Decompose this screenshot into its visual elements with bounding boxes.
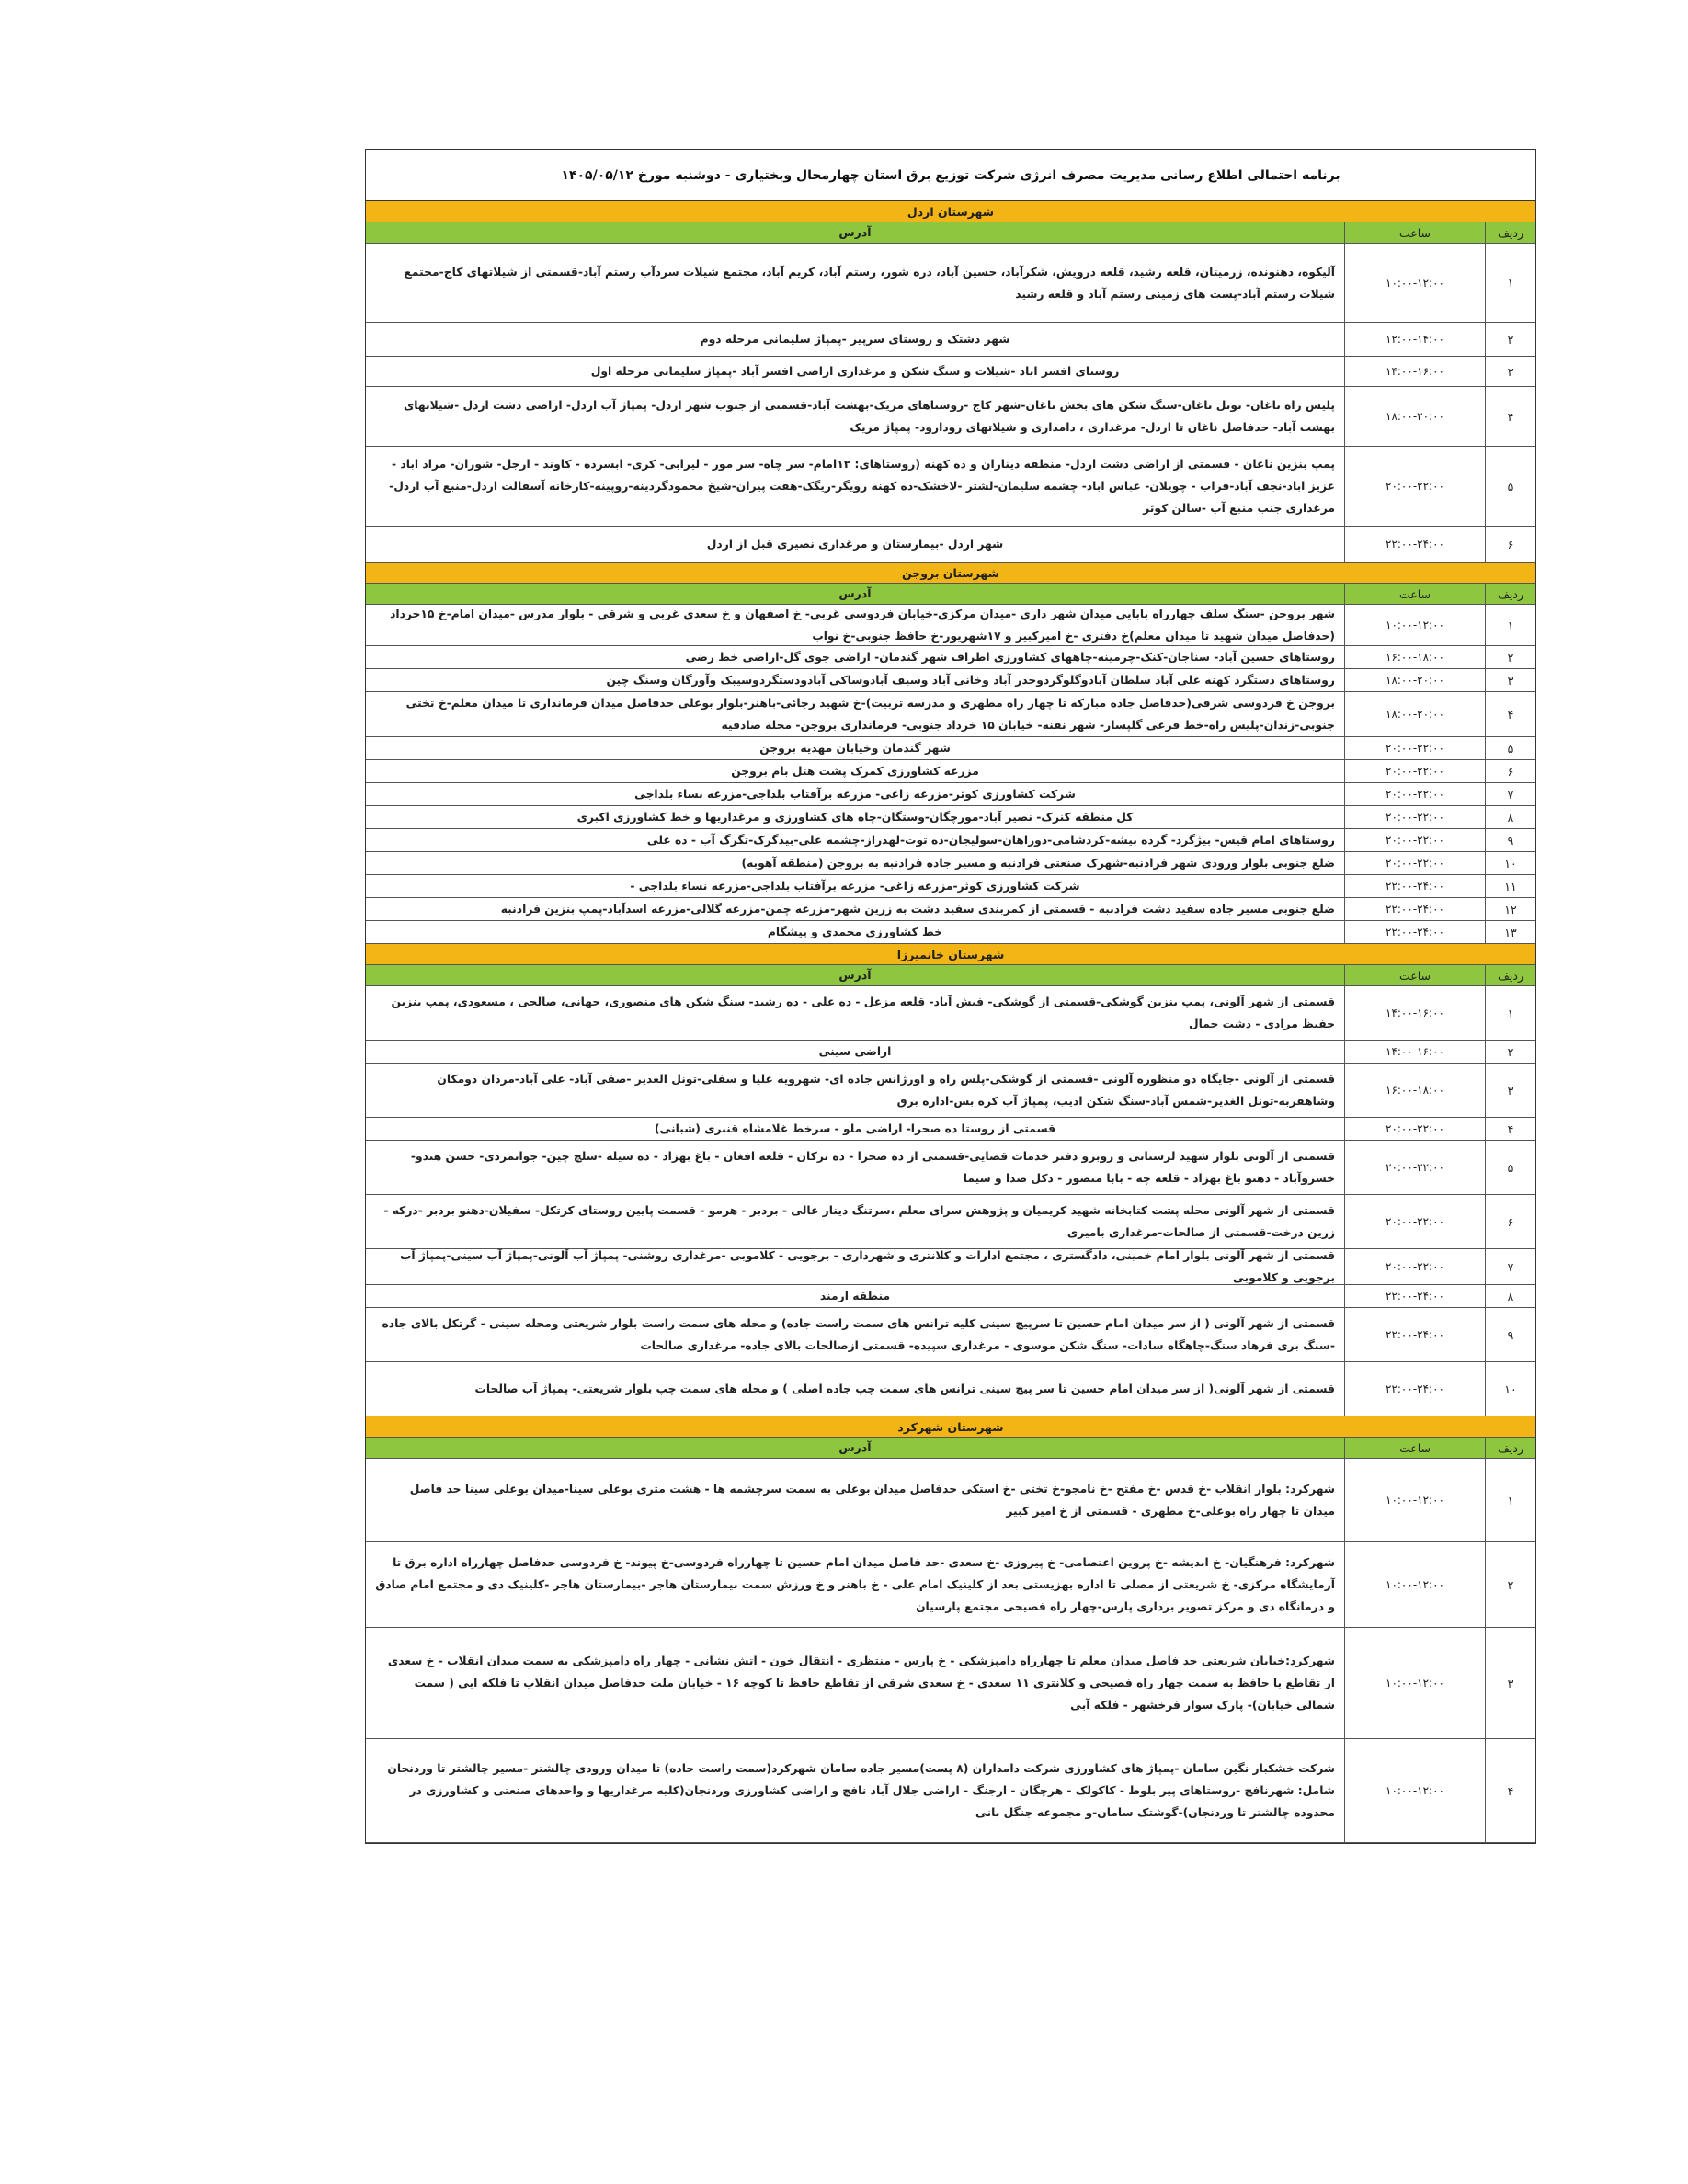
time-range: ۱۰:۰۰-۱۲:۰۰ [1344,605,1485,645]
row-number: ۶ [1485,760,1535,782]
row-number: ۲ [1485,323,1535,356]
table-row [366,323,1535,357]
time-range: ۱۰:۰۰-۱۲:۰۰ [1344,1628,1485,1738]
address-text: شهرکرد:خیابان شریعتی حد فاصل میدان معلم تا چهارراه دامپزشکی - خ پارس - منتظری - انتقال خون - اتش نشانی - چهار راه دامپزشکی به سمت میدان انقلاب - خ سعدی از تقاطع با حافظ به سمت چهار راه فصیحی و کلانتری ۱۱ سعدی - خ سعدی شرقی از تقاطع حافظ تا کوچه ۱۶ - خیابان ملت حدفاصل میدان انقلاب تا فلکه ابی ( سمت شمالی خیابان)- پارک سوار فرخشهر - فلکه آبی [387,1655,1335,1712]
row-number: ۸ [1485,1285,1535,1307]
time-range: ۲۲:۰۰-۲۴:۰۰ [1344,898,1485,920]
table-row [366,1041,1535,1064]
time-header: ساعت [1344,222,1485,243]
address-text: روستای افسر اباد -شیلات و سنگ شکن و مرغداری اراضی افسر آباد -پمپاژ سلیمانی مرحله اول [590,365,1120,378]
address-text: شرکت کشاورزی کوثر-مزرعه زاغی- مزرعه برآفتاب بلداجی-مزرعه نساء بلداجی - [630,880,1080,893]
time-range: ۱۶:۰۰-۱۸:۰۰ [1344,646,1485,668]
table-row [366,1249,1535,1285]
row-number: ۲ [1485,646,1535,668]
address-text: شهر دشتک و روستای سرپیر -پمپاژ سلیمانی مرحله دوم [700,333,1010,346]
address-text: قسمتی از روستا ده صحرا- اراضی ملو - سرخط غلامشاه قنبری (شبانی) [654,1122,1056,1135]
time-range: ۱۰:۰۰-۱۲:۰۰ [1344,244,1485,322]
row-number: ۳ [1485,1064,1535,1117]
row-header: ردیف [1485,584,1535,604]
table-row [366,852,1535,875]
table-row [366,806,1535,829]
address-text: قسمتی از شهر آلونی ( از سر میدان امام حسین تا سرپیچ سینی کلیه ترانس های سمت راست جاده) و محله های سمت راست بلوار شریعتی ومحله سینی - گرتکل بالای جاده -سنگ بری فرهاد سنگ-چاهگاه سادات- سنگ شکن موسوی - مرغداری سپیده- قسمتی ازصالحات بالای جاده- مرغداری صالحات [382,1317,1335,1352]
time-header: ساعت [1344,1438,1485,1458]
table-row [366,1308,1535,1362]
address-text: روستاهای امام قیس- بیژگرد- گرده بیشه-کردشامی-دوراهان-سولیجان-ده توت-لهدراز-چشمه علی-بیدگرک-تگرگ آب - ده علی [646,834,1335,847]
table-row [366,986,1535,1041]
row-number: ۱ [1485,605,1535,645]
column-header-row [366,965,1535,986]
row-number: ۵ [1485,447,1535,526]
row-header: ردیف [1485,222,1535,243]
table-row [366,921,1535,944]
time-range: ۱۴:۰۰-۱۶:۰۰ [1344,1041,1485,1063]
address-text: خط کشاورزی محمدی و پیشگام [767,926,943,938]
table-row [366,760,1535,783]
address-text: قسمتی از آلونی بلوار شهید لرستانی و روبرو دفتر خدمات قضایی-قسمتی از ده صحرا - ده ترکان - قلعه افغان - باغ بهزاد - ده سیله -سلچ چین- جوانمردی- حسن هندو- خسروآباد - دهنو باغ بهزاد - قلعه چه - بابا منصور - دکل صدا و سیما [410,1150,1335,1185]
time-range: ۲۲:۰۰-۲۴:۰۰ [1344,527,1485,562]
time-range: ۱۸:۰۰-۲۰:۰۰ [1344,387,1485,446]
row-number: ۴ [1485,387,1535,446]
address-text: قسمتی از شهر آلونی محله پشت کتابخانه شهید کریمیان و پژوهش سرای معلم ،سرتنگ دینار عالی - بردبر - هرمو - قسمت پایین روستای کرتکل- سفیلان-دهنو بردبر -درکه - زرین درخت-قسمتی از صالحات-مرغداری بامیری [383,1204,1335,1239]
table-row [366,669,1535,692]
table-row [366,1542,1535,1628]
city-header: شهرستان بروجن [366,563,1535,584]
table-row [366,1285,1535,1308]
row-number: ۷ [1485,1249,1535,1284]
time-range: ۱۶:۰۰-۱۸:۰۰ [1344,1064,1485,1117]
table-row [366,1064,1535,1118]
time-range: ۲۲:۰۰-۲۴:۰۰ [1344,1362,1485,1416]
table-row [366,875,1535,898]
table-row [366,829,1535,852]
time-range: ۲۰:۰۰-۲۲:۰۰ [1344,1118,1485,1140]
row-header: ردیف [1485,1438,1535,1458]
address-text: قسمتی از شهر آلونی، پمپ بنزین گوشکی-قسمتی از گوشکی- فیش آباد- قلعه مزعل - ده علی - ده رشید- سنگ شکن های منصوری، جهانی، صالحی ، مسعودی، پمپ بنزین حفیظ مرادی - دشت جمال [391,995,1335,1030]
address-text: شهرکرد: بلوار انقلاب -خ قدس -خ مفتح -خ نامجو-خ تختی -خ استکی حدفاصل میدان بوعلی به سمت سرچشمه ها - هشت متری بوعلی سینا-میدان بوعلی سینا حد فاصل میدان تا چهار راه بوعلی-خ مطهری - قسمتی از خ امیر کبیر [409,1483,1335,1518]
city-header: شهرستان اردل [366,201,1535,222]
row-number: ۹ [1485,1308,1535,1361]
table-row [366,527,1535,563]
time-range: ۱۴:۰۰-۱۶:۰۰ [1344,986,1485,1040]
address-text: شرکت خشکبار نگین سامان -پمپاژ های کشاورزی شرکت دامداران (۸ پست)مسیر جاده سامان شهرکرد(سمت راست جاده) تا میدان ورودی چالشتر -مسیر چالشتر تا وردنجان شامل: شهرنافچ -روستاهای پیر بلوط - کاکولک - هرچگان - ارجنگ - اراضی جلال آباد نافچ و اراضی کشاورزی وردنجان(کلیه مرغداریها و واحدهای صنعتی و کشاورزی در محدوده چالشتر تا وردنجان)-گوشتک سامان-و مجموعه جنگل بانی [387,1762,1335,1819]
row-number: ۹ [1485,829,1535,851]
address-text: منطقه ارمند [819,1290,891,1302]
address-text: قسمتی از شهر آلونی( از سر میدان امام حسین تا سر پیچ سینی ترانس های سمت چپ جاده اصلی ) و محله های سمت چپ بلوار شریعتی- پمپاژ آب صالحات [474,1382,1335,1395]
address-text: قسمتی از شهر آلونی بلوار امام خمینی، دادگستری ، مجتمع ادارات و کلانتری و شهرداری - برجویی - کلاموبی -مرغداری روشنی- پمپاژ آب آلونی-پمپاژ آب سینی-پمپاژ آب برجویی و کلاموبی [399,1249,1335,1284]
row-number: ۱۳ [1485,921,1535,943]
address-text: ضلع جنوبی مسیر جاده سفید دشت فرادنبه - قسمتی از کمربندی سفید دشت به زرین شهر-مزرعه چمن-مزرعه گلالی-مزرعه اسدآباد-پمپ بنزین فرادنبه [500,903,1335,916]
row-number: ۱ [1485,1459,1535,1541]
time-range: ۲۲:۰۰-۲۴:۰۰ [1344,1308,1485,1361]
table-row [366,357,1535,387]
table-row [366,1195,1535,1249]
address-text: شرکت کشاورزی کوثر-مزرعه زاغی- مزرعه برآفتاب بلداجی-مزرعه نساء بلداجی [634,788,1076,801]
table-row [366,692,1535,737]
table-row [366,1459,1535,1542]
table-row [366,1628,1535,1739]
row-number: ۸ [1485,806,1535,828]
table-row [366,1118,1535,1141]
address-text: کل منطقه کنرک- نصیر آباد-مورچگان-وستگان-چاه های کشاورزی و مرغداریها و خط کشاورزی اکبری [576,811,1134,824]
address-header: آدرس [838,586,872,600]
row-number: ۳ [1485,1628,1535,1738]
address-text: آلیکوه، دهنونده، زرمیتان، قلعه رشید، قلعه درویش، شکرآباد، حسین آباد، دره شور، رستم آباد، کریم آباد، مجتمع شیلات سردآب رستم آباد-قسمتی از شیلاتهای کاج-مجتمع شیلات رستم آباد-پست های زمینی رستم آباد و قلعه رشید [404,265,1335,301]
city-header: شهرستان شهرکرد [366,1416,1535,1438]
document-title: برنامه احتمالی اطلاع رسانی مدیریت مصرف انرژی شرکت توزیع برق استان چهارمحال وبختیاری - دوشنبه مورخ ۱۴۰۵/۰۵/۱۲ [366,150,1535,201]
row-number: ۱ [1485,986,1535,1040]
schedule-sheet [365,149,1536,1844]
address-text: پمپ بنزین ناغان - قسمتی از اراضی دشت اردل- منطقه دیناران و ده کهنه (روستاهای: ۱۲امام- سر چاه- سر مور - لیرابی- کری- ابسرده - کاوند - ارجل- شوران- مراد اباد - عزیز اباد-نجف آباد-قراب - چویلان- عباس اباد- چشمه سلیمان-لشتر -لاخشک-ده کهنه رویگر-ریگک-هفت پیران-شیخ محمودگردینه-روپینه-کارخانه آسفالت اردل-منبع آب اردل-مرغداری جنب منبع آب -سالن کوثر [389,458,1335,515]
row-number: ۴ [1485,1739,1535,1842]
time-range: ۲۰:۰۰-۲۲:۰۰ [1344,1141,1485,1194]
time-range: ۲۰:۰۰-۲۲:۰۰ [1344,760,1485,782]
address-text: قسمتی از آلونی -جایگاه دو منظوره آلونی -قسمتی از گوشکی-پلس راه و اورژانس جاده ای- شهرویه علیا و سفلی-تونل الغدیر -صفی آباد- علی آباد-مردان دومکان وشاهقربه-تونل الغدیر-شمس آباد-سنگ شکن ادیب، پمپاژ آب کره بس-اداره برق [437,1073,1335,1108]
column-header-row [366,1438,1535,1459]
address-text: شهر بروجن -سنگ سلف چهارراه بابایی میدان شهر داری -میدان مرکزی-خیابان فردوسی غربی- خ اصفهان و خ سعدی غربی و شرقی - بلوار مدرس -میدان امام-خ ۱۵خرداد (حدفاصل میدان شهید تا میدان معلم)خ دفتری -خ امیرکبیر و ۱۷شهریور-خ حافظ جنوبی-خ نواب [390,608,1335,643]
row-number: ۱۰ [1485,1362,1535,1416]
table-row [366,387,1535,447]
row-number: ۱ [1485,244,1535,322]
table-row [366,447,1535,527]
row-number: ۲ [1485,1542,1535,1627]
time-range: ۲۰:۰۰-۲۲:۰۰ [1344,829,1485,851]
column-header-row [366,584,1535,605]
row-header: ردیف [1485,965,1535,985]
table-row [366,898,1535,921]
table-row [366,646,1535,669]
time-range: ۲۲:۰۰-۲۴:۰۰ [1344,875,1485,897]
time-range: ۱۲:۰۰-۱۴:۰۰ [1344,323,1485,356]
sections [366,201,1535,1843]
address-text: پلیس راه ناغان- تونل ناغان-سنگ شکن های بخش ناغان-شهر کاج -روستاهای مریک-بهشت آباد-قسمتی از جنوب شهر اردل- پمپاژ آب اردل- اراضی دشت اردل -شیلاتهای بهشت آباد- حدفاصل ناغان تا اردل- مرغداری ، دامداری و شیلاتهای رودارود- پمپاژ مریک [404,399,1335,434]
time-range: ۱۰:۰۰-۱۲:۰۰ [1344,1542,1485,1627]
address-text: شهرکرد: فرهنگیان- خ اندیشه -خ پروین اعتصامی- خ پیروزی -خ سعدی -حد فاصل میدان امام حسین تا چهارراه فردوسی-خ پیوند- خ فردوسی حدفاصل چهارراه اداره برق تا آزمایشگاه مرکزی- خ شریعتی از مصلی تا اداره بهزیستی بعد از کلینیک امام علی - خ باهنر و خ ورزش سمت بیمارستان هاجر -بیمارستان هاجر -کلینیک دی و مجتمع امام صادق و درمانگاه دی و مرکز تصویر برداری پارس-چهار راه فصیحی مجتمع پارسیان [375,1556,1335,1613]
column-header-row [366,222,1535,244]
address-text: ضلع جنوبی بلوار ورودی شهر فرادنبه-شهرک صنعتی فرادنبه و مسیر جاده فرادنبه به بروجن (منطقه آهوبه) [741,857,1335,870]
row-number: ۱۱ [1485,875,1535,897]
row-number: ۱۰ [1485,852,1535,874]
row-number: ۶ [1485,527,1535,562]
row-number: ۷ [1485,783,1535,805]
row-number: ۳ [1485,357,1535,386]
address-text: روستاهای حسین آباد- سناجان-کنک-چرمینه-چاههای کشاورزی اطراف شهر گندمان- اراضی جوی گل-اراضی خط رضی [685,651,1335,664]
time-range: ۲۰:۰۰-۲۲:۰۰ [1344,783,1485,805]
row-number: ۴ [1485,1118,1535,1140]
address-text: اراضی سینی [818,1045,892,1058]
time-range: ۲۲:۰۰-۲۴:۰۰ [1344,921,1485,943]
row-number: ۴ [1485,692,1535,736]
row-number: ۵ [1485,737,1535,759]
address-header: آدرس [838,968,872,982]
row-number: ۳ [1485,669,1535,691]
time-range: ۲۰:۰۰-۲۲:۰۰ [1344,737,1485,759]
address-header: آدرس [838,1440,872,1454]
address-text: شهر گندمان وخیابان مهدیه بروجن [759,742,951,755]
table-row [366,1739,1535,1843]
address-text: مزرعه کشاورزی کمرک پشت هتل بام بروجن [731,765,979,778]
time-range: ۲۲:۰۰-۲۴:۰۰ [1344,1285,1485,1307]
time-header: ساعت [1344,965,1485,985]
time-range: ۱۴:۰۰-۱۶:۰۰ [1344,357,1485,386]
table-row [366,1141,1535,1195]
row-number: ۱۲ [1485,898,1535,920]
time-range: ۱۸:۰۰-۲۰:۰۰ [1344,692,1485,736]
address-text: شهر اردل -بیمارستان و مرغداری نصیری قبل از اردل [706,538,1004,551]
table-row [366,605,1535,646]
time-range: ۲۰:۰۰-۲۲:۰۰ [1344,806,1485,828]
time-range: ۲۰:۰۰-۲۲:۰۰ [1344,447,1485,526]
address-text: بروجن خ فردوسی شرقی(حدفاصل جاده مبارکه تا چهار راه مطهری و مدرسه تربیت)-خ شهید رجائی-باهنر-بلوار بوعلی حدفاصل میدان فرمانداری تا میدان معلم-خ تختی جنوبی-زندان-پلیس راه-خط فرعی گلپسار- شهر نقنه- خیابان ۱۵ خرداد جنوبی- فرمانداری بروجن- محله صادقیه [405,697,1335,732]
time-range: ۱۰:۰۰-۱۲:۰۰ [1344,1739,1485,1842]
time-range: ۲۰:۰۰-۲۲:۰۰ [1344,1195,1485,1248]
table-row [366,1362,1535,1416]
time-range: ۱۸:۰۰-۲۰:۰۰ [1344,669,1485,691]
time-header: ساعت [1344,584,1485,604]
address-text: روستاهای دستگرد کهنه علی آباد سلطان آبادوگلوگردوخدر آباد وخانی آباد وسیف آبادوساکی آبادودستگردوسیبک وآورگان وسنگ چین [606,674,1335,687]
row-number: ۵ [1485,1141,1535,1194]
time-range: ۲۰:۰۰-۲۲:۰۰ [1344,1249,1485,1284]
time-range: ۱۰:۰۰-۱۲:۰۰ [1344,1459,1485,1541]
city-header: شهرستان خانمیرزا [366,944,1535,965]
row-number: ۲ [1485,1041,1535,1063]
table-row [366,737,1535,760]
time-range: ۲۰:۰۰-۲۲:۰۰ [1344,852,1485,874]
row-number: ۶ [1485,1195,1535,1248]
address-header: آدرس [838,225,872,239]
table-row [366,783,1535,806]
table-row [366,244,1535,323]
